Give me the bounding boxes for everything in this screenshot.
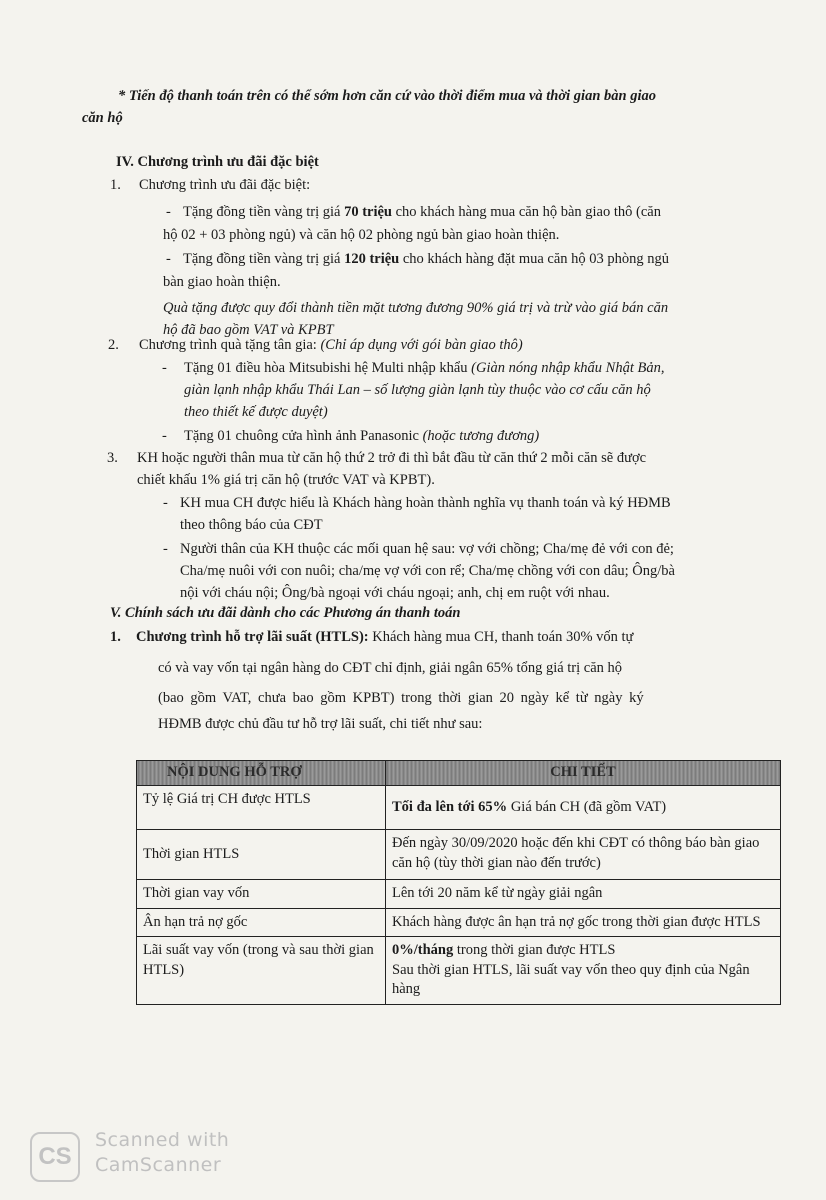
htls-line1: Chương trình hỗ trợ lãi suất (HTLS): Khách hàng mua CH, thanh toán 30% vốn tự <box>136 629 634 645</box>
htls-line4: HĐMB được chủ đầu tư hỗ trợ lãi suất, chi tiết như sau: <box>158 716 483 732</box>
table-cell-label: Lãi suất vay vốn (trong và sau thời gian HTLS) <box>137 937 386 1005</box>
table-cell-detail: 0%/tháng trong thời gian được HTLS Sau thời gian HTLS, lãi suất vay vốn theo quy định của Ngân hàng <box>386 937 781 1005</box>
relatives-line2: Cha/mẹ nuôi với con nuôi; cha/mẹ vợ với con rể; Cha/mẹ chồng với con dâu; Ông/bà <box>180 563 675 579</box>
discount-line2: chiết khấu 1% giá trị căn hộ (trước VAT và KPBT). <box>137 472 435 488</box>
discount-line1: KH hoặc người thân mua từ căn hộ thứ 2 trở đi thì bắt đầu từ căn thứ 2 mỗi căn sẽ được <box>137 450 647 466</box>
section-v-title: V. Chính sách ưu đãi dành cho các Phương án thanh toán <box>110 605 461 621</box>
bullet-dash: - <box>166 204 171 220</box>
aircon-gift-line3: theo thiết kế được duyệt) <box>184 404 328 420</box>
table-row <box>137 830 781 880</box>
table-cell-label: Tỷ lệ Giá trị CH được HTLS <box>137 786 386 830</box>
item-iv-2-title: Chương trình quà tặng tân gia: (Chỉ áp dụng với gói bàn giao thô) <box>139 337 523 353</box>
item-iv-1-title: Chương trình ưu đãi đặc biệt: <box>139 177 311 193</box>
item-v-1-number: 1. <box>110 629 121 645</box>
item-iv-1-number: 1. <box>110 177 121 193</box>
table-cell-label: Ân hạn trả nợ gốc <box>137 908 386 937</box>
aircon-gift-line2: giàn lạnh nhập khẩu Thái Lan – số lượng giàn lạnh tùy thuộc vào cơ cấu căn hộ <box>184 382 651 398</box>
table-header-content: NỘI DUNG HỖ TRỢ <box>137 761 386 786</box>
gift-120m-line1: Tặng đồng tiền vàng trị giá 120 triệu cho khách hàng đặt mua căn hộ 03 phòng ngủ <box>183 251 670 267</box>
buyer-definition-line2: theo thông báo của CĐT <box>180 517 323 533</box>
table-row <box>137 908 781 937</box>
table-row <box>137 880 781 909</box>
relatives-line3: nội với cháu nội; Ông/bà ngoại với cháu ngoại; anh, chị em ruột với nhau. <box>180 585 610 601</box>
watermark-line1: Scanned with <box>95 1129 230 1151</box>
bullet-dash: - <box>162 360 167 376</box>
gift-conversion-note-line2: hộ đã bao gồm VAT và KPBT <box>163 322 334 338</box>
table-header-detail: CHI TIẾT <box>386 761 781 786</box>
gift-120m-line2: bàn giao hoàn thiện. <box>163 274 281 290</box>
item-iv-3-number: 3. <box>107 450 118 466</box>
bullet-dash: - <box>162 428 167 444</box>
gift-70m-line1: Tặng đồng tiền vàng trị giá 70 triệu cho khách hàng mua căn hộ bàn giao thô (căn <box>183 204 661 220</box>
table-cell-detail: Đến ngày 30/09/2020 hoặc đến khi CĐT có thông báo bàn giao căn hộ (tùy thời gian nào đến trước) <box>386 830 781 880</box>
gift-conversion-note-line1: Quà tặng được quy đổi thành tiền mặt tương đương 90% giá trị và trừ vào giá bán căn <box>163 300 669 316</box>
bullet-dash: - <box>163 495 168 511</box>
buyer-definition-line1: KH mua CH được hiểu là Khách hàng hoàn thành nghĩa vụ thanh toán và ký HĐMB <box>180 495 671 511</box>
table-cell-detail: Tối đa lên tới 65% Giá bán CH (đã gồm VAT) <box>386 786 781 830</box>
table-cell-detail: Khách hàng được ân hạn trả nợ gốc trong thời gian được HTLS <box>386 908 781 937</box>
table-row <box>137 786 781 830</box>
camscanner-watermark <box>95 1128 229 1178</box>
htls-support-table <box>136 760 781 1005</box>
table-cell-detail: Lên tới 20 năm kể từ ngày giải ngân <box>386 880 781 909</box>
aircon-gift-line1: Tặng 01 điều hòa Mitsubishi hệ Multi nhập khẩu (Giàn nóng nhập khẩu Nhật Bản, <box>184 360 665 376</box>
bullet-dash: - <box>163 541 168 557</box>
watermark-line2: CamScanner <box>95 1154 222 1176</box>
htls-line3: (bao gồm VAT, chưa bao gồm KPBT) trong thời gian 20 ngày kể từ ngày ký <box>158 690 644 706</box>
table-header-row <box>137 761 781 786</box>
camscanner-logo-icon: CS <box>30 1132 80 1182</box>
doorbell-gift: Tặng 01 chuông cửa hình ảnh Panasonic (hoặc tương đương) <box>184 428 540 444</box>
table-cell-label: Thời gian vay vốn <box>137 880 386 909</box>
relatives-line1: Người thân của KH thuộc các mối quan hệ sau: vợ với chồng; Cha/mẹ đẻ với con đẻ; <box>180 541 674 557</box>
table-cell-label: Thời gian HTLS <box>137 830 386 880</box>
item-iv-2-number: 2. <box>108 337 119 353</box>
table-row <box>137 937 781 1005</box>
gift-70m-line2: hộ 02 + 03 phòng ngủ) và căn hộ 02 phòng ngủ bàn giao hoàn thiện. <box>163 227 560 243</box>
htls-line2: có và vay vốn tại ngân hàng do CĐT chỉ định, giải ngân 65% tổng giá trị căn hộ <box>158 660 623 676</box>
payment-note-line2: căn hộ <box>82 110 123 126</box>
bullet-dash: - <box>166 251 171 267</box>
section-iv-title: IV. Chương trình ưu đãi đặc biệt <box>116 154 319 170</box>
payment-note-line1: * Tiến độ thanh toán trên có thể sớm hơn căn cứ vào thời điểm mua và thời gian bàn giao <box>118 88 656 104</box>
